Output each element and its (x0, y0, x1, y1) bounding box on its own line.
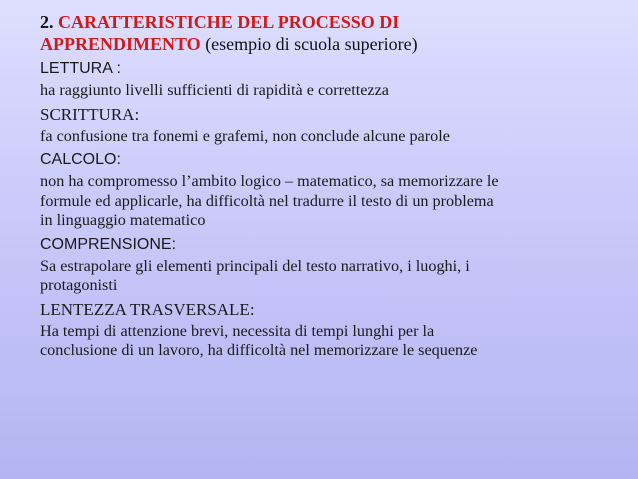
title-subtitle: (esempio di scuola superiore) (205, 34, 418, 54)
section-heading: LETTURA : (40, 60, 121, 77)
title-highlight-line1: CARATTERISTICHE DEL PROCESSO DI (58, 12, 400, 32)
section-lettura (40, 59, 620, 101)
section-line: Sa estrapolare gli elementi principali del testo narrativo, i luoghi, i (40, 256, 470, 275)
section-text (40, 127, 620, 147)
section-line: fa confusione tra fonemi e grafemi, non conclude alcune parole (40, 126, 450, 145)
section-heading: COMPRENSIONE: (40, 235, 177, 253)
section-lentezza (40, 300, 620, 361)
section-line: in linguaggio matematico (40, 211, 206, 229)
title-highlight-line2: APPRENDIMENTO (40, 34, 201, 54)
section-calcolo (40, 150, 620, 231)
section-line: Ha tempi di attenzione brevi, necessita di tempi lunghi per la (40, 321, 435, 340)
section-line: non ha compromesso l’ambito logico – matematico, sa memorizzare le (40, 172, 499, 190)
section-text (40, 257, 620, 296)
slide (40, 11, 620, 365)
slide-title (40, 11, 620, 55)
section-text (40, 322, 620, 361)
section-scrittura (40, 105, 620, 147)
section-heading: SCRITTURA: (40, 104, 140, 124)
section-text (40, 81, 620, 101)
section-comprensione (40, 235, 620, 296)
section-line: formule ed applicarle, ha difficoltà nel tradurre il testo di un problema (40, 191, 494, 210)
section-line: conclusione di un lavoro, ha difficoltà nel memorizzare le sequenze (40, 341, 478, 359)
section-line: ha raggiunto livelli sufficienti di rapidità e correttezza (40, 81, 389, 99)
section-text (40, 172, 620, 231)
title-number: 2. (40, 12, 54, 32)
section-line: protagonisti (40, 276, 118, 294)
section-heading: LENTEZZA TRASVERSALE: (40, 299, 255, 319)
section-heading: CALCOLO: (40, 151, 121, 168)
